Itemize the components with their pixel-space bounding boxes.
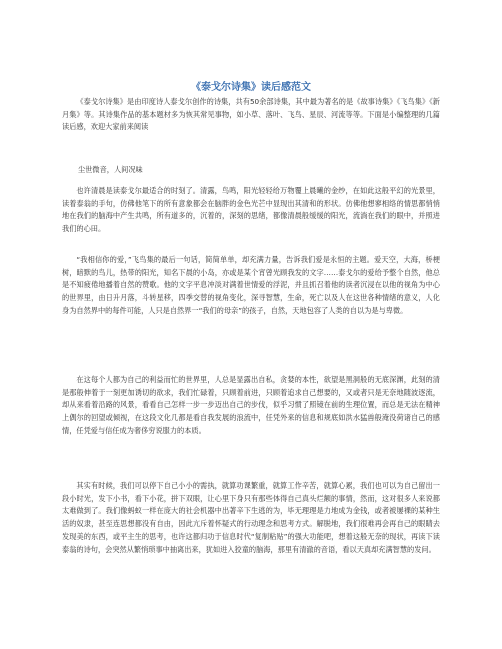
body-paragraph: 在这每个人都为自己的利益而忙的世界里，人总是显露出自私，贪婪的本性，欲望是黑洞般的无底深渊，此刻的清是那般伸着于一刻更加诱切的欲求，我们忙碌着，只顾着前进，只顾着追求自己想要的，又或者只是无奈地随波逐流，却从来看着沿路的风景，看看自己怎样一步一步迈出自己的步伐，似乎习惯了照镜在前的生理位置，而总是无法在精神上偶尔的回望或倾视，在这段文化几都是看自我发展的浪流中，任凭外来的信息和规底如洪水猛兽般淹没荷诸自己的感情，任凭爱与信任成为奢侈穷说服力的本质。 bbox=[62, 375, 440, 435]
intro-paragraph: 《泰戈尔诗集》是由印度诗人泰戈尔创作的诗集，共有50余部诗集，其中最为著名的是《故事诗集》《飞鸟集》《新月集》等。其诗集作品的基本题材多为恢其常见事物，如小草、落叶、飞鸟、星辰、河流等等。下面是小编整理的几篇读后感，欢迎大家前来阅读 bbox=[62, 97, 440, 131]
document-title: 《泰戈尔诗集》读后感范文 bbox=[191, 82, 311, 93]
body-paragraph: “我相信你的爱，”飞鸟集的最后一句话，简简单单，却充满力量，告诉我们爱是永恒的主题。爱天空，大海，桥梗树，暗默的鸟儿，热带的阳光，知名下晨的小岛，亦或是某个宵曾光顾我发的文字……泰戈尔的爱给予整个自然，他总是不知疲倦地播着自然的赞歌。他的文字平息冲淡对满着世情爱的浮泥，并且抓召着他的读者沉浸在以他的视角为中心的世界里，由日升月落，斗转星移，四季交替的视角变化，深寻智慧，生命，死亡以及人在这世各种情绪的意义，人化身为自然界中的每件可能，人只是自然界一“我们的母亲”的孩子，自然，天地包容了人类的自以为是与卑微。 bbox=[62, 255, 440, 315]
section-subtitle: 尘世微音，人间况味 bbox=[78, 165, 143, 174]
body-paragraph: 其实有时候，我们可以停下自己小小的需执，就算功课繁重，就算工作辛苦，就算心累，我们也可以为自己留出一段小时光，发下小书，看下小花，拼下双眼，让心里下身只有那些体得自己真头烂额的事情，然而，这对很多人来说都太难做到了。我们像蚂蚁一样在庞大的社会机器中出著辛下生逃的为，毕无理理是力地成为金钱，或者被屡裸的某种生活的奴隶，甚至连思想都没有自由，因此亢斥着怀疑式的行动理念和思考方式。解脱地，我们很难再会再自己的眼睛去发现美的东西，或平主生的思考，也许这都归功于信息时代“复制粘贴”的强大功能吧，想着这般无奈的现状，再读下读泰翁的诗句，会突然从繁悄琐事中抽离出来，犹如进入狡童的脑海，那里有清澈的音语，看以天真却充满智慧的发问。 bbox=[62, 481, 440, 554]
body-paragraph: 也许清晨是读泰戈尔最适合的时刻了。清露，鸟鸣，阳光轻轻给万物覆上晨曦的金纱，在如此这般平幻的光景里，读着泰翁的手句，仿佛他笔下的所有意象都会在脑胖的金色光芒中显现出其清和的形状。仿佛他想寥相络的情思都悄悄地在我们的脑海中产生共鸣，所有道多的，沉着的，深刻的思绪，都像清晨般缓缓的阳光，流淌在我们的眼中，并照进我们的心田。 bbox=[62, 186, 440, 234]
